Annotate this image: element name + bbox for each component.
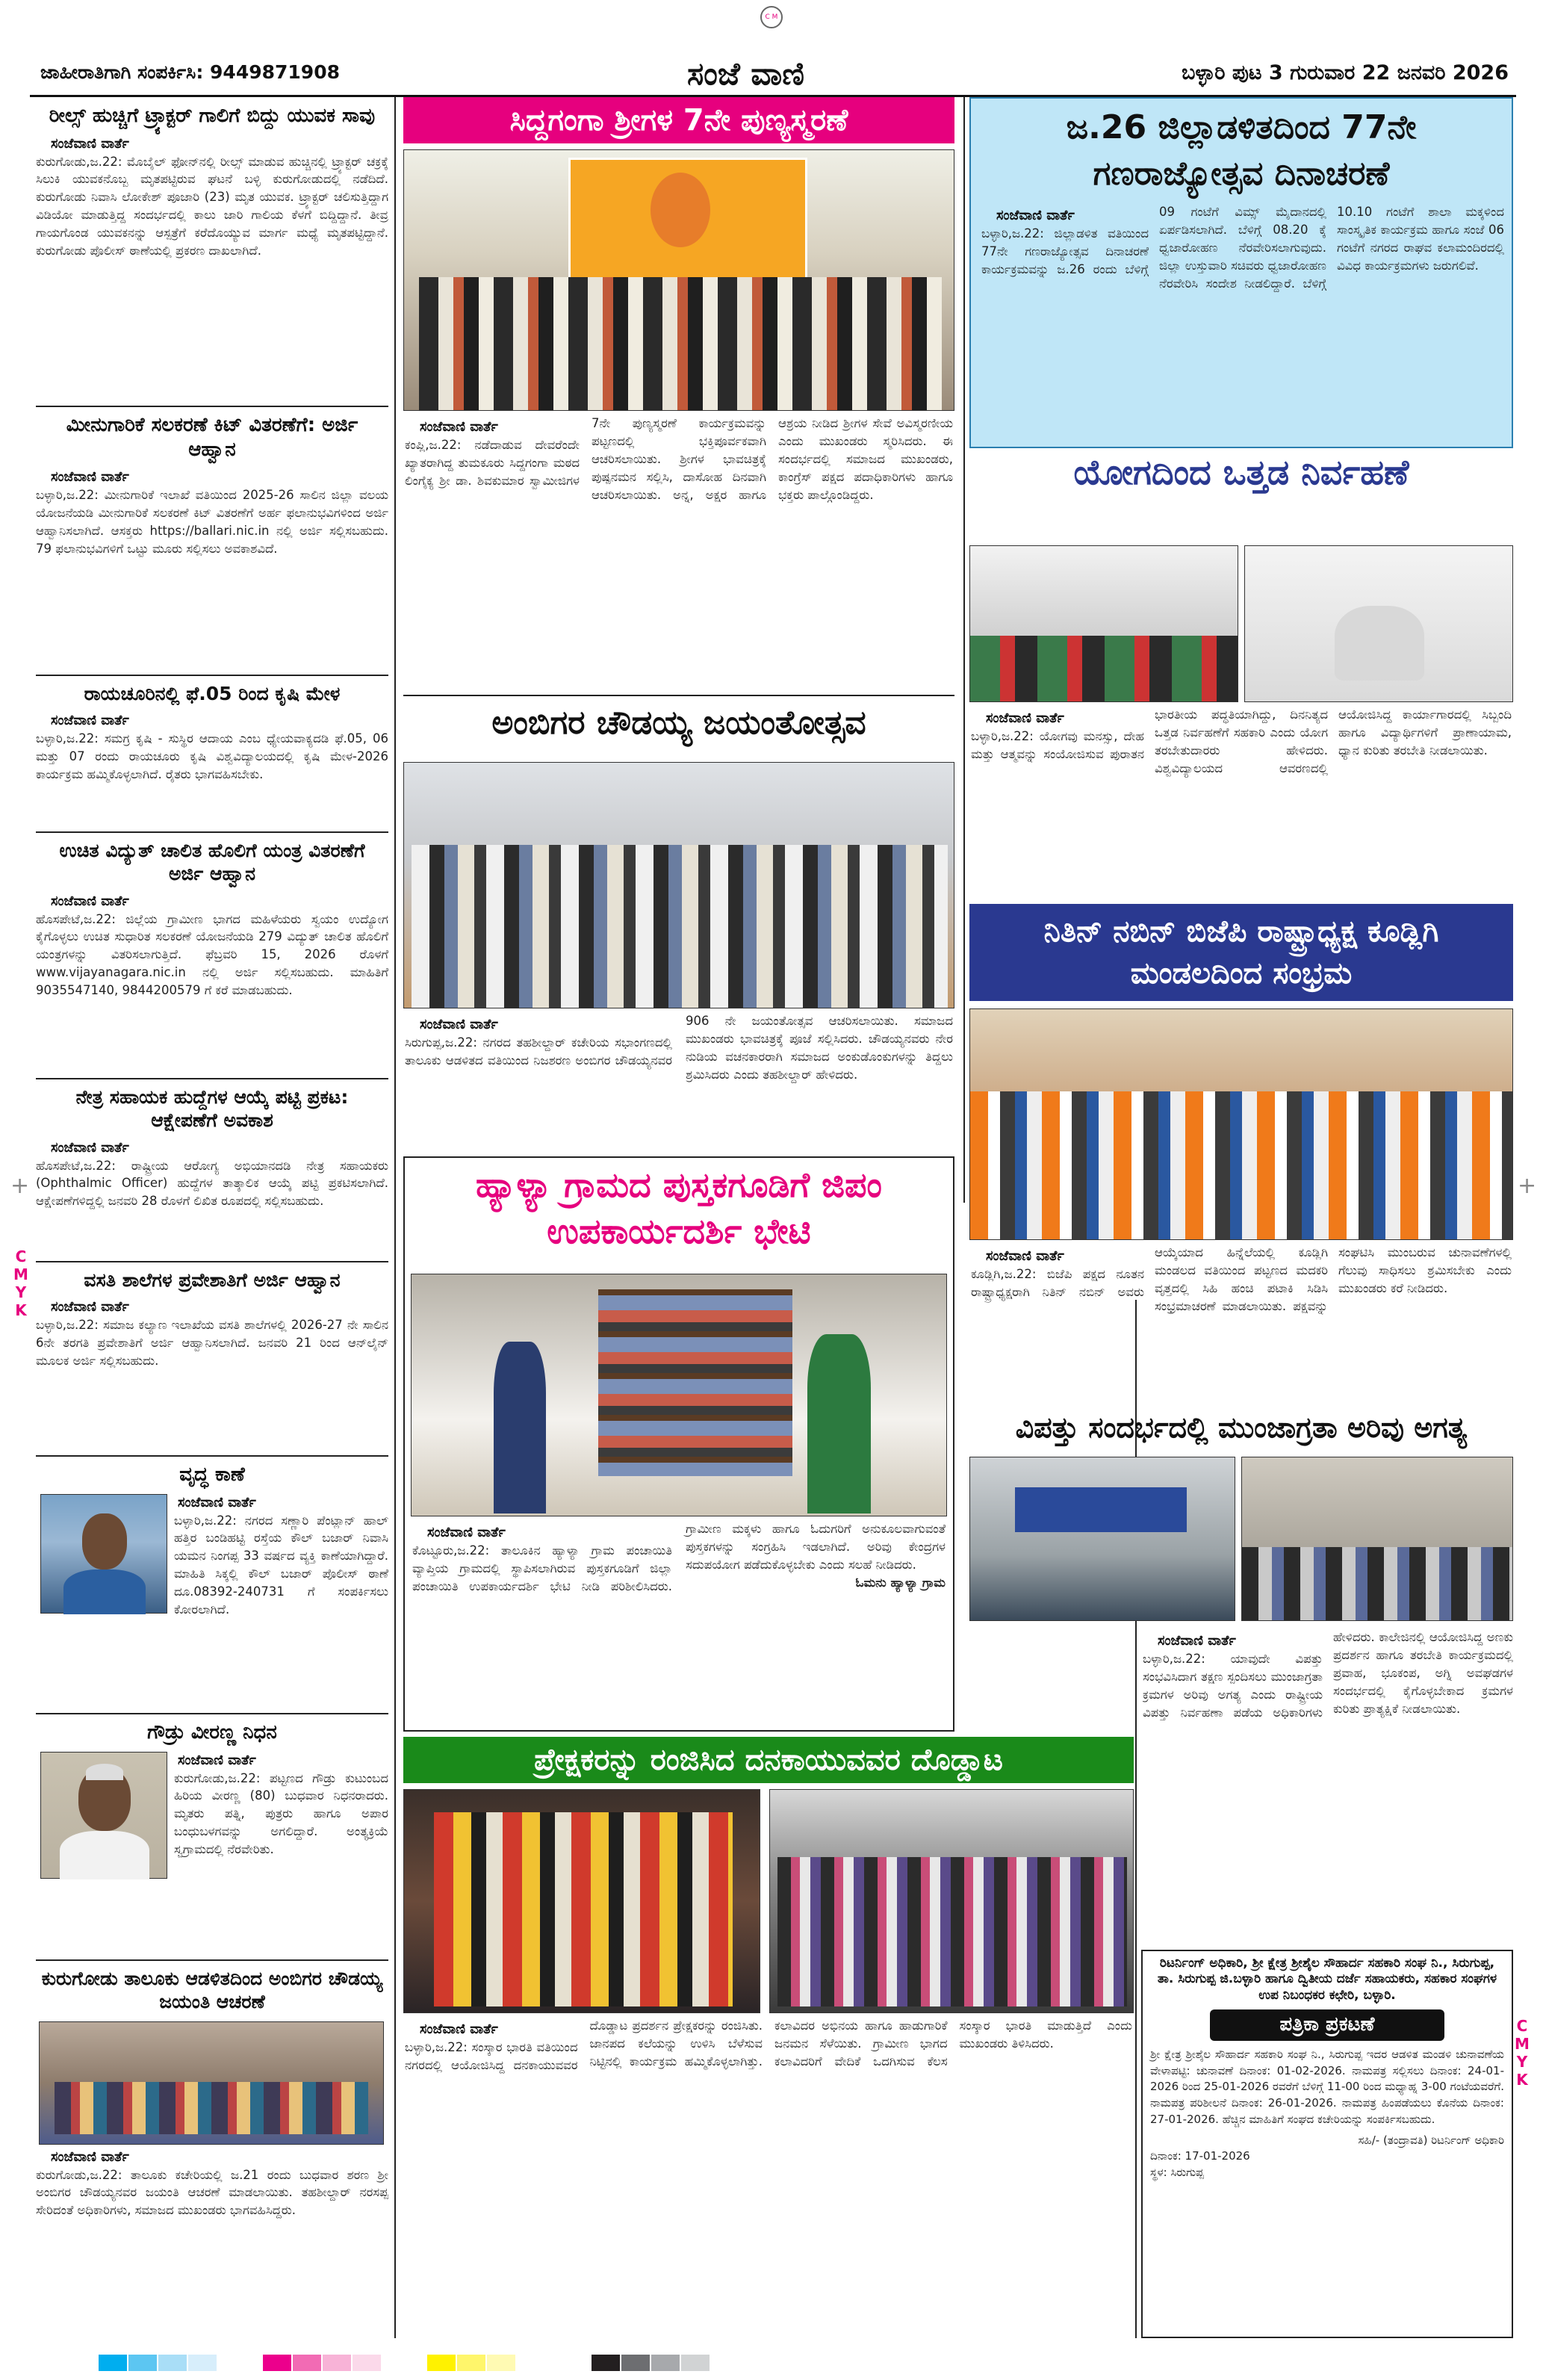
article-body: ಹೊಸಪೇಟೆ,ಜ.22: ಜಿಲ್ಲೆಯ ಗ್ರಾಮೀಣ ಭಾಗದ ಮಹಿಳೆಯರು ಸ್ವಯಂ ಉದ್ಯೋಗ ಕೈಗೊಳ್ಳಲು ಉಚಿತ ಸುಧಾರಿತ ಸಲಕರಣೆ ಯೋಜನೆಯಡಿ 279 ವಿದ್ಯುತ್ ಚಾಲಿತ ಹೊಲಿಗೆ ಯಂತ್ರಗಳನ್ನು ವಿತರಿಸಲಾಗುತ್ತಿದೆ. ಫೆಬ್ರವರಿ 15, 2026 ರೊಳಗೆ www.vijayanagara.nic.in ನಲ್ಲಿ ಅರ್ಜಿ ಸಲ್ಲಿಸಬಹುದು. ಮಾಹಿತಿಗೆ 9035547140, 9844200579 ಗೆ ಕರೆ ಮಾಡಬಹುದು.: [36, 911, 388, 998]
library-photo: [411, 1274, 947, 1516]
notice-heading: ಪತ್ರಿಕಾ ಪ್ರಕಟಣೆ: [1210, 2009, 1444, 2041]
ambigara-text: ಸಂಜೆವಾಣಿ ವಾರ್ತೆ ಸಿರುಗುಪ್ಪ,ಜ.22: ನಗರದ ತಹಶೀಲ್ದಾರ್ ಕಚೇರಿಯ ಸಭಾಂಗಣದಲ್ಲಿ ತಾಲೂಕು ಆಡಳಿತದ ವತಿಯಿಂದ ನಿಜಶರಣ ಅಂಬಿಗರ ಚೌಡಯ್ಯನವರ 906 ನೇ ಜಯಂತೋತ್ಸವ ಆಚರಿಸಲಾಯಿತು. ಸಮಾಜದ ಮುಖಂಡರು ಭಾವಚಿತ್ರಕ್ಕೆ ಪೂಜೆ ಸಲ್ಲಿಸಿದರು. ಚೌಡಯ್ಯನವರು ನೇರ ನುಡಿಯ ವಚನಕಾರರಾಗಿ ಸಮಾಜದ ಅಂಕುಡೊಂಕುಗಳನ್ನು ತಿದ್ದಲು ಶ್ರಮಿಸಿದರು ಎಂದು ತಹಶೀಲ್ದಾರ್ ಹೇಳಿದರು.: [405, 1012, 953, 1150]
headline: ವೃದ್ಧ ಕಾಣೆ: [179, 1463, 245, 1486]
headline: ರಾಯಚೂರಿನಲ್ಲಿ ಫೆ.05 ರಿಂದ ಕೃಷಿ ಮೇಳ: [84, 683, 341, 704]
ambigara-photo: [403, 762, 954, 1008]
article-ophthalmic-list: ನೇತ್ರ ಸಹಾಯಕ ಹುದ್ದೆಗಳ ಆಯ್ಕೆ ಪಟ್ಟಿ ಪ್ರಕಟ: ಆಕ್ಷೇಪಣೆಗೆ ಅವಕಾಶ ಸಂಜೆವಾಣಿ ವಾರ್ತೆ ಹೊಸಪೇಟೆ,ಜ.22: ರಾಷ್ಟ್ರೀಯ ಆರೋಗ್ಯ ಅಭಿಯಾನದಡಿ ನೇತ್ರ ಸಹಾಯಕರು (Ophthalmic Officer) ಹುದ್ದೆಗಳ ತಾತ್ಕಾಲಿಕ ಆಯ್ಕೆ ಪಟ್ಟಿ ಪ್ರಕಟಿಸಲಾಗಿದೆ. ಆಕ್ಷೇಪಣೆಗಳಿದ್ದಲ್ಲಿ ಜನವರಿ 28 ರೊಳಗೆ ಲಿಖಿತ ರೂಪದಲ್ಲಿ ಸಲ್ಲಿಸಬಹುದು.: [36, 1079, 388, 1262]
headline: ವಸತಿ ಶಾಲೆಗಳ ಪ್ರವೇಶಾತಿಗೆ ಅರ್ಜಿ ಆಹ್ವಾನ: [84, 1269, 341, 1291]
doddata-text: ಸಂಜೆವಾಣಿ ವಾರ್ತೆ ಬಳ್ಳಾರಿ,ಜ.22: ಸಂಸ್ಕಾರ ಭಾರತಿ ವತಿಯಿಂದ ನಗರದಲ್ಲಿ ಆಯೋಜಿಸಿದ್ದ ದನಕಾಯುವವರ ದೊಡ್ಡಾಟ ಪ್ರದರ್ಶನ ಪ್ರೇಕ್ಷಕರನ್ನು ರಂಜಿಸಿತು. ಜಾನಪದ ಕಲೆಯನ್ನು ಉಳಿಸಿ ಬೆಳೆಸುವ ನಿಟ್ಟಿನಲ್ಲಿ ಕಾರ್ಯಕ್ರಮ ಹಮ್ಮಿಕೊಳ್ಳಲಾಗಿತ್ತು. ಕಲಾವಿದರ ಅಭಿನಯ ಹಾಗೂ ಹಾಡುಗಾರಿಕೆ ಜನಮನ ಸೆಳೆಯಿತು. ಗ್ರಾಮೀಣ ಭಾಗದ ಕಲಾವಿದರಿಗೆ ವೇದಿಕೆ ಒದಗಿಸುವ ಕೆಲಸ ಸಂಸ್ಕಾರ ಭಾರತಿ ಮಾಡುತ್ತಿದೆ ಎಂದು ಮುಖಂಡರು ತಿಳಿಸಿದರು.: [405, 2017, 1132, 2338]
article-sewing-machine: ಉಚಿತ ವಿದ್ಯುತ್ ಚಾಲಿತ ಹೊಲಿಗೆ ಯಂತ್ರ ವಿತರಣೆಗೆ ಅರ್ಜಿ ಆಹ್ವಾನ ಸಂಜೆವಾಣಿ ವಾರ್ತೆ ಹೊಸಪೇಟೆ,ಜ.22: ಜಿಲ್ಲೆಯ ಗ್ರಾಮೀಣ ಭಾಗದ ಮಹಿಳೆಯರು ಸ್ವಯಂ ಉದ್ಯೋಗ ಕೈಗೊಳ್ಳಲು ಉಚಿತ ಸುಧಾರಿತ ಸಲಕರಣೆ ಯೋಜನೆಯಡಿ 279 ವಿದ್ಯುತ್ ಚಾಲಿತ ಹೊಲಿಗೆ ಯಂತ್ರಗಳನ್ನು ವಿತರಿಸಲಾಗುತ್ತಿದೆ. ಫೆಬ್ರವರಿ 15, 2026 ರೊಳಗೆ www.vijayanagara.nic.in ನಲ್ಲಿ ಅರ್ಜಿ ಸಲ್ಲಿಸಬಹುದು. ಮಾಹಿತಿಗೆ 9035547140, 9844200579 ಗೆ ಕರೆ ಮಾಡಬಹುದು.: [36, 833, 388, 1079]
article-body: ಬಳ್ಳಾರಿ,ಜ.22: ಮೀನುಗಾರಿಕೆ ಇಲಾಖೆ ವತಿಯಿಂದ 2025-26 ಸಾಲಿನ ಜಿಲ್ಲಾ ವಲಯ ಯೋಜನೆಯಡಿ ಮೀನುಗಾರಿಕೆ ಸಲಕರಣೆ ಕಿಟ್ ವಿತರಣೆಗೆ ಅರ್ಹ ಫಲಾನುಭವಿಗಳಿಂದ ಅರ್ಜಿ ಆಹ್ವಾನಿಸಲಾಗಿದೆ. ಆಸಕ್ತರು https://ballari.nic.in ನಲ್ಲಿ ಅರ್ಜಿ ಸಲ್ಲಿಸಬಹುದು. 79 ಫಲಾನುಭವಿಗಳಿಗೆ ಒಟ್ಟು ಮೂರು ಸಲ್ಲಿಸಲು ಅವಕಾಶವಿದೆ.: [36, 488, 388, 556]
article-body: ಬಳ್ಳಾರಿ,ಜ.22: ಸಮಗ್ರ ಕೃಷಿ - ಸುಸ್ಥಿರ ಆದಾಯ ಎಂಬ ಧ್ಯೇಯವಾಕ್ಯದಡಿ ಫೆ.05, 06 ಮತ್ತು 07 ರಂದು ರಾಯಚೂರು ಕೃಷಿ ವಿಶ್ವವಿದ್ಯಾಲಯದಲ್ಲಿ ಕೃಷಿ ಮೇಳ-2026 ಕಾರ್ಯಕ್ರಮ ಹಮ್ಮಿಕೊಳ್ಳಲಾಗಿದೆ. ರೈತರು ಭಾಗವಹಿಸಬೇಕು.: [36, 731, 388, 782]
yoga-headline: ಯೋಗದಿಂದ ಒತ್ತಡ ನಿರ್ವಹಣೆ: [1073, 452, 1409, 492]
doddata-photo-1: [403, 1789, 760, 2013]
disaster-photo-2: [1241, 1457, 1513, 1621]
siddaganga-photo: [403, 149, 954, 411]
republic-day-box: ಜ.26 ಜಿಲ್ಲಾಡಳಿತದಿಂದ 77ನೇ ಗಣರಾಜ್ಯೋತ್ಸವ ದಿನಾಚರಣೆ ಸಂಜೆವಾಣಿ ವಾರ್ತೆ ಬಳ್ಳಾರಿ,ಜ.22: ಜಿಲ್ಲಾಡಳಿತ ವತಿಯಿಂದ 77ನೇ ಗಣರಾಜ್ಯೋತ್ಸವ ದಿನಾಚರಣೆ ಕಾರ್ಯಕ್ರಮವನ್ನು ಜ.26 ರಂದು ಬೆಳಿಗ್ಗೆ 09 ಗಂಟೆಗೆ ವಿಮ್ಸ್ ಮೈದಾನದಲ್ಲಿ ಏರ್ಪಡಿಸಲಾಗಿದೆ. ಬೆಳಿಗ್ಗೆ 08.20 ಕ್ಕೆ ಧ್ವಜಾರೋಹಣ ನೆರವೇರಿಸಲಾಗುವುದು. ಜಿಲ್ಲಾ ಉಸ್ತುವಾರಿ ಸಚಿವರು ಧ್ವಜಾರೋಹಣ ನೆರವೇರಿಸಿ ಸಂದೇಶ ನೀಡಲಿದ್ದಾರೆ. ಬೆಳಿಗ್ಗೆ 10.10 ಗಂಟೆಗೆ ಶಾಲಾ ಮಕ್ಕಳಿಂದ ಸಾಂಸ್ಕೃತಿಕ ಕಾರ್ಯಕ್ರಮ ಹಾಗೂ ಸಂಜೆ 06 ಗಂಟೆಗೆ ನಗರದ ರಾಘವ ಕಲಾಮಂದಿರದಲ್ಲಿ ವಿವಿಧ ಕಾರ್ಯಕ್ರಮಗಳು ಜರುಗಲಿವೆ.: [969, 97, 1513, 448]
article-body: ಹೊಸಪೇಟೆ,ಜ.22: ರಾಷ್ಟ್ರೀಯ ಆರೋಗ್ಯ ಅಭಿಯಾನದಡಿ ನೇತ್ರ ಸಹಾಯಕರು (Ophthalmic Officer) ಹುದ್ದೆಗಳ ತಾತ್ಕಾಲಿಕ ಆಯ್ಕೆ ಪಟ್ಟಿ ಪ್ರಕಟಿಸಲಾಗಿದೆ. ಆಕ್ಷೇಪಣೆಗಳಿದ್ದಲ್ಲಿ ಜನವರಿ 28 ರೊಳಗೆ ಲಿಖಿತ ರೂಪದಲ್ಲಿ ಸಲ್ಲಿಸಬಹುದು.: [36, 1158, 388, 1209]
article-body: ಕುರುಗೋಡು,ಜ.22: ಪಟ್ಟಣದ ಗೌಡ್ರು ಕುಟುಂಬದ ಹಿರಿಯ ವೀರಣ್ಣ (80) ಬುಧವಾರ ನಿಧನರಾದರು. ಮೃತರು ಪತ್ನಿ, ಪುತ್ರರು ಹಾಗೂ ಅಪಾರ ಬಂಧುಬಳಗವನ್ನು ಅಗಲಿದ್ದಾರೆ. ಅಂತ್ಯಕ್ರಿಯೆ ಸ್ವಗ್ರಾಮದಲ್ಲಿ ನೆರವೇರಿತು.: [174, 1770, 388, 1857]
article-body: ಬಳ್ಳಾರಿ,ಜ.22: ಸಮಾಜ ಕಲ್ಯಾಣ ಇಲಾಖೆಯ ವಸತಿ ಶಾಲೆಗಳಲ್ಲಿ 2026-27 ನೇ ಸಾಲಿನ 6ನೇ ತರಗತಿ ಪ್ರವೇಶಾತಿಗೆ ಅರ್ಜಿ ಆಹ್ವಾನಿಸಲಾಗಿದೆ. ಜನವರಿ 21 ರಿಂದ ಆನ್‌ಲೈನ್ ಮೂಲಕ ಅರ್ಜಿ ಸಲ್ಲಿಸಬಹುದು.: [36, 1318, 388, 1369]
disaster-text: ಸಂಜೆವಾಣಿ ವಾರ್ತೆ ಬಳ್ಳಾರಿ,ಜ.22: ಯಾವುದೇ ವಿಪತ್ತು ಸಂಭವಿಸಿದಾಗ ತಕ್ಷಣ ಸ್ಪಂದಿಸಲು ಮುಂಜಾಗ್ರತಾ ಕ್ರಮಗಳ ಅರಿವು ಅಗತ್ಯ ಎಂದು ರಾಷ್ಟ್ರೀಯ ವಿಪತ್ತು ನಿರ್ವಹಣಾ ಪಡೆಯ ಅಧಿಕಾರಿಗಳು ಹೇಳಿದರು. ಕಾಲೇಜಿನಲ್ಲಿ ಆಯೋಜಿಸಿದ್ದ ಅಣಕು ಪ್ರದರ್ಶನ ಹಾಗೂ ತರಬೇತಿ ಕಾರ್ಯಕ್ರಮದಲ್ಲಿ ಪ್ರವಾಹ, ಭೂಕಂಪ, ಅಗ್ನಿ ಅವಘಡಗಳ ಸಂದರ್ಭದಲ್ಲಿ ಕೈಗೊಳ್ಳಬೇಕಾದ ಕ್ರಮಗಳ ಕುರಿತು ಪ್ರಾತ್ಯಕ್ಷಿಕೆ ನೀಡಲಾಯಿತು.: [1143, 1628, 1513, 1931]
notice-body: ಶ್ರೀ ಕ್ಷೇತ್ರ ಶ್ರೀಶೈಲ ಸೌಹಾರ್ದ ಸಹಕಾರಿ ಸಂಘ ನಿ., ಸಿರುಗುಪ್ಪ ಇದರ ಆಡಳಿತ ಮಂಡಳಿ ಚುನಾವಣೆಯ ವೇಳಾಪಟ್ಟಿ: ಚುನಾವಣೆ ದಿನಾಂಕ: 01-02-2026. ನಾಮಪತ್ರ ಸಲ್ಲಿಸಲು ದಿನಾಂಕ: 24-01-2026 ರಿಂದ 25-01-2026 ರವರೆಗೆ ಬೆಳಿಗ್ಗೆ 11-00 ರಿಂದ ಮಧ್ಯಾಹ್ನ 3-00 ಗಂಟೆಯವರೆಗೆ. ನಾಮಪತ್ರ ಪರಿಶೀಲನೆ ದಿನಾಂಕ: 26-01-2026. ನಾಮಪತ್ರ ಹಿಂಪಡೆಯಲು ಕೊನೆಯ ದಿನಾಂಕ: 27-01-2026. ಹೆಚ್ಚಿನ ಮಾಹಿತಿಗೆ ಸಂಘದ ಕಚೇರಿಯನ್ನು ಸಂಪರ್ಕಿಸಬಹುದು.: [1150, 2047, 1504, 2126]
article-krishi-mela: ರಾಯಚೂರಿನಲ್ಲಿ ಫೆ.05 ರಿಂದ ಕೃಷಿ ಮೇಳ ಸಂಜೆವಾಣಿ ವಾರ್ತೆ ಬಳ್ಳಾರಿ,ಜ.22: ಸಮಗ್ರ ಕೃಷಿ - ಸುಸ್ಥಿರ ಆದಾಯ ಎಂಬ ಧ್ಯೇಯವಾಕ್ಯದಡಿ ಫೆ.05, 06 ಮತ್ತು 07 ರಂದು ರಾಯಚೂರು ಕೃಷಿ ವಿಶ್ವವಿದ್ಯಾಲಯದಲ್ಲಿ ಕೃಷಿ ಮೇಳ-2026 ಕಾರ್ಯಕ್ರಮ ಹಮ್ಮಿಕೊಳ್ಳಲಾಗಿದೆ. ರೈತರು ಭಾಗವಹಿಸಬೇಕು.: [36, 676, 388, 833]
headline: ಉಚಿತ ವಿದ್ಯುತ್ ಚಾಲಿತ ಹೊಲಿಗೆ ಯಂತ್ರ ವಿತರಣೆಗೆ ಅರ್ಜಿ ಆಹ್ವಾನ: [59, 840, 365, 885]
headline: ರೀಲ್ಸ್ ಹುಚ್ಚಿಗೆ ಟ್ರ್ಯಾಕ್ಟರ್ ಗಾಲಿಗೆ ಬಿದ್ದು ಯುವಕ ಸಾವು: [49, 105, 376, 127]
library-text: ಸಂಜೆವಾಣಿ ವಾರ್ತೆ ಕೊಟ್ಟೂರು,ಜ.22: ತಾಲೂಕಿನ ಹ್ಯಾಳ್ಯಾ ಗ್ರಾಮ ಪಂಚಾಯಿತಿ ವ್ಯಾಪ್ತಿಯ ಗ್ರಾಮದಲ್ಲಿ ಸ್ಥಾಪಿಸಲಾಗಿರುವ ಪುಸ್ತಕಗೂಡಿಗೆ ಜಿಲ್ಲಾ ಪಂಚಾಯಿತಿ ಉಪಕಾರ್ಯದರ್ಶಿ ಭೇಟಿ ನೀಡಿ ಪರಿಶೀಲಿಸಿದರು. ಗ್ರಾಮೀಣ ಮಕ್ಕಳು ಹಾಗೂ ಓದುಗರಿಗೆ ಅನುಕೂಲವಾಗುವಂತೆ ಪುಸ್ತಕಗಳನ್ನು ಸಂಗ್ರಹಿಸಿ ಇಡಲಾಗಿದೆ. ಅರಿವು ಕೇಂದ್ರಗಳ ಸದುಪಯೋಗ ಪಡೆದುಕೊಳ್ಳಬೇಕು ಎಂದು ಸಲಹೆ ನೀಡಿದರು. ಓಮನು ಹ್ಯಾಳ್ಯಾ ಗ್ರಾಮ: [412, 1520, 946, 1726]
article-body: ಬಳ್ಳಾರಿ,ಜ.22: ಯೋಗವು ಮನಸ್ಸು, ದೇಹ ಮತ್ತು ಆತ್ಮವನ್ನು ಸಂಯೋಜಿಸುವ ಪುರಾತನ ಭಾರತೀಯ ಪದ್ಧತಿಯಾಗಿದ್ದು, ದಿನನಿತ್ಯದ ಒತ್ತಡ ನಿರ್ವಹಣೆಗೆ ಸಹಕಾರಿ ಎಂದು ಯೋಗ ತರಬೇತುದಾರರು ಹೇಳಿದರು. ವಿಶ್ವವಿದ್ಯಾಲಯದ ಆವರಣದಲ್ಲಿ ಆಯೋಜಿಸಿದ್ದ ಕಾರ್ಯಾಗಾರದಲ್ಲಿ ಸಿಬ್ಬಂದಿ ಹಾಗೂ ವಿದ್ಯಾರ್ಥಿಗಳಿಗೆ ಪ್ರಾಣಾಯಾಮ, ಧ್ಯಾನ ಕುರಿತು ತರಬೇತಿ ನೀಡಲಾಯಿತು.: [971, 707, 1512, 775]
notice-org: ರಿಟರ್ನಿಂಗ್ ಅಧಿಕಾರಿ, ಶ್ರೀ ಕ್ಷೇತ್ರ ಶ್ರೀಶೈಲ ಸೌಹಾರ್ದ ಸಹಕಾರಿ ಸಂಘ ನಿ., ಸಿರುಗುಪ್ಪ, ತಾ. ಸಿರುಗುಪ್ಪ ಜಿ.ಬಳ್ಳಾರಿ ಹಾಗೂ ದ್ವಿತೀಯ ದರ್ಜೆ ಸಹಾಯಕರು, ಸಹಕಾರ ಸಂಘಗಳ ಉಪ ನಿಬಂಧಕರ ಕಛೇರಿ, ಬಳ್ಳಾರಿ.: [1157, 1956, 1497, 2003]
missing-person-photo: [40, 1494, 167, 1614]
ad-contact: ಜಾಹೀರಾತಿಗಾಗಿ ಸಂಪರ್ಕಿಸಿ: 9449871908: [40, 61, 340, 83]
article-kurugodu-jayanti: ಕುರುಗೋಡು ತಾಲೂಕು ಆಡಳಿತದಿಂದ ಅಂಬಿಗರ ಚೌಡಯ್ಯ ಜಯಂತಿ ಆಚರಣೆ ಸಂಜೆವಾಣಿ ವಾರ್ತೆ ಕುರುಗೋಡು,ಜ.22: ತಾಲೂಕು ಕಚೇರಿಯಲ್ಲಿ ಜ.21 ರಂದು ಬುಧವಾರ ಶರಣ ಶ್ರೀ ಅಂಬಿಗರ ಚೌಡಯ್ಯನವರ ಜಯಂತಿ ಆಚರಣೆ ಮಾಡಲಾಯಿತು. ತಹಶೀಲ್ದಾರ್ ನರಸಪ್ಪ ಸೇರಿದಂತೆ ಅಧಿಕಾರಿಗಳು, ಸಮಾಜದ ಮುಖಂಡರು ಭಾಗವಹಿಸಿದ್ದರು.: [36, 1961, 388, 2342]
siddaganga-banner: ಸಿದ್ದಗಂಗಾ ಶ್ರೀಗಳ 7ನೇ ಪುಣ್ಯಸ್ಮರಣೆ: [403, 97, 954, 143]
bjp-text: ಸಂಜೆವಾಣಿ ವಾರ್ತೆ ಕೂಡ್ಲಿಗಿ,ಜ.22: ಬಿಜೆಪಿ ಪಕ್ಷದ ನೂತನ ರಾಷ್ಟ್ರಾಧ್ಯಕ್ಷರಾಗಿ ನಿತಿನ್ ನಬಿನ್ ಅವರು ಆಯ್ಕೆಯಾದ ಹಿನ್ನೆಲೆಯಲ್ಲಿ ಕೂಡ್ಲಿಗಿ ಮಂಡಲದ ವತಿಯಿಂದ ಪಟ್ಟಣದ ಮದಕರಿ ವೃತ್ತದಲ್ಲಿ ಸಿಹಿ ಹಂಚಿ ಪಟಾಕಿ ಸಿಡಿಸಿ ಸಂಭ್ರಮಾಚರಣೆ ಮಾಡಲಾಯಿತು. ಪಕ್ಷವನ್ನು ಸಂಘಟಿಸಿ ಮುಂಬರುವ ಚುನಾವಣೆಗಳಲ್ಲಿ ಗೆಲುವು ಸಾಧಿಸಲು ಶ್ರಮಿಸಬೇಕು ಎಂದು ಮುಖಂಡರು ಕರೆ ನೀಡಿದರು.: [971, 1244, 1512, 1401]
doddata-photo-2: [769, 1789, 1134, 2013]
doddata-banner: ಪ್ರೇಕ್ಷಕರನ್ನು ರಂಜಿಸಿದ ದನಕಾಯುವವರ ದೊಡ್ಡಾಟ: [403, 1737, 1134, 1783]
notice-signature: ಸಹಿ/- (ತಂದ್ರಾವತಿ) ರಿಟರ್ನಿಂಗ್ ಅಧಿಕಾರಿ: [1358, 2133, 1504, 2147]
cmyk-left-mark: CMYK: [12, 1248, 30, 1319]
article-body: ಕೊಟ್ಟೂರು,ಜ.22: ತಾಲೂಕಿನ ಹ್ಯಾಳ್ಯಾ ಗ್ರಾಮ ಪಂಚಾಯಿತಿ ವ್ಯಾಪ್ತಿಯ ಗ್ರಾಮದಲ್ಲಿ ಸ್ಥಾಪಿಸಲಾಗಿರುವ ಪುಸ್ತಕಗೂಡಿಗೆ ಜಿಲ್ಲಾ ಪಂಚಾಯಿತಿ ಉಪಕಾರ್ಯದರ್ಶಿ ಭೇಟಿ ನೀಡಿ ಪರಿಶೀಲಿಸಿದರು. ಗ್ರಾಮೀಣ ಮಕ್ಕಳು ಹಾಗೂ ಓದುಗರಿಗೆ ಅನುಕೂಲವಾಗುವಂತೆ ಪುಸ್ತಕಗಳನ್ನು ಸಂಗ್ರಹಿಸಿ ಇಡಲಾಗಿದೆ. ಅರಿವು ಕೇಂದ್ರಗಳ ಸದುಪಯೋಗ ಪಡೆದುಕೊಳ್ಳಬೇಕು ಎಂದು ಸಲಹೆ ನೀಡಿದರು.: [412, 1522, 946, 1593]
article-body: ಕುರುಗೋಡು,ಜ.22: ಮೊಬೈಲ್ ಫೋನ್‌ನಲ್ಲಿ ರೀಲ್ಸ್ ಮಾಡುವ ಹುಚ್ಚಿನಲ್ಲಿ ಟ್ರ್ಯಾಕ್ಟರ್ ಚಕ್ರಕ್ಕೆ ಸಿಲುಕಿ ಯುವಕನೊಬ್ಬ ಮೃತಪಟ್ಟಿರುವ ಘಟನೆ ಬಳ್ಳಿ ಕುರುಗೋಡುದಲ್ಲಿ ನಡೆದಿದೆ. ಕುರುಗೋಡು ನಿವಾಸಿ ಲೋಕೇಶ್ ಪೂಜಾರಿ (23) ಮೃತ ಯುವಕ. ಟ್ರ್ಯಾಕ್ಟರ್ ಚಲಿಸುತ್ತಿದ್ದಾಗ ವಿಡಿಯೋ ಮಾಡುತ್ತಿದ್ದ ಸಂದರ್ಭದಲ್ಲಿ ಕಾಲು ಜಾರಿ ಗಾಲಿಯ ಕೆಳಗೆ ಬಿದ್ದಿದ್ದಾನೆ. ತೀವ್ರ ಗಾಯಗೊಂಡ ಯುವಕನನ್ನು ಆಸ್ಪತ್ರೆಗೆ ಕರೆದೊಯ್ಯುವ ಮಾರ್ಗ ಮಧ್ಯೆ ಮೃತಪಟ್ಟಿದ್ದಾನೆ. ಕುರುಗೋಡು ಪೊಲೀಸ್ ಠಾಣೆಯಲ್ಲಿ ಪ್ರಕರಣ ದಾಖಲಾಗಿದೆ.: [36, 154, 388, 258]
article-body: ಬಳ್ಳಾರಿ,ಜ.22: ಜಿಲ್ಲಾಡಳಿತ ವತಿಯಿಂದ 77ನೇ ಗಣರಾಜ್ಯೋತ್ಸವ ದಿನಾಚರಣೆ ಕಾರ್ಯಕ್ರಮವನ್ನು ಜ.26 ರಂದು ಬೆಳಿಗ್ಗೆ 09 ಗಂಟೆಗೆ ವಿಮ್ಸ್ ಮೈದಾನದಲ್ಲಿ ಏರ್ಪಡಿಸಲಾಗಿದೆ. ಬೆಳಿಗ್ಗೆ 08.20 ಕ್ಕೆ ಧ್ವಜಾರೋಹಣ ನೆರವೇರಿಸಲಾಗುವುದು. ಜಿಲ್ಲಾ ಉಸ್ತುವಾರಿ ಸಚಿವರು ಧ್ವಜಾರೋಹಣ ನೆರವೇರಿಸಿ ಸಂದೇಶ ನೀಡಲಿದ್ದಾರೆ. ಬೆಳಿಗ್ಗೆ 10.10 ಗಂಟೆಗೆ ಶಾಲಾ ಮಕ್ಕಳಿಂದ ಸಾಂಸ್ಕೃತಿಕ ಕಾರ್ಯಕ್ರಮ ಹಾಗೂ ಸಂಜೆ 06 ಗಂಟೆಗೆ ನಗರದ ರಾಘವ ಕಲಾಮಂದಿರದಲ್ಲಿ ವಿವಿಧ ಕಾರ್ಯಕ್ರಮಗಳು ಜರುಗಲಿವೆ.: [981, 205, 1504, 291]
article-signature: ಓಮನು ಹ್ಯಾಳ್ಯಾ ಗ್ರಾಮ: [855, 1575, 946, 1590]
cmyk-right-mark: CMYK: [1513, 2017, 1531, 2089]
yoga-photo-2: [1244, 545, 1513, 702]
headline: ಮೀನುಗಾರಿಕೆ ಸಲಕರಣೆ ಕಿಟ್ ವಿತರಣೆಗೆ: ಅರ್ಜಿ ಆಹ್ವಾನ: [66, 414, 358, 461]
article-body: ಬಳ್ಳಾರಿ,ಜ.22: ನಗರದ ಸಣ್ಣಾರಿ ಪೆಂಟ್ಲಾನ್ ಹಾಲ್ ಹತ್ತಿರ ಬಂಡಿಹಟ್ಟಿ ರಸ್ತೆಯ ಕೌಲ್ ಬಜಾರ್ ನಿವಾಸಿ ಯಮನ ನಿಂಗಪ್ಪ 33 ವರ್ಷದ ವ್ಯಕ್ತಿ ಕಾಣೆಯಾಗಿದ್ದಾರೆ. ಮಾಹಿತಿ ಸಿಕ್ಕಲ್ಲಿ ಕೌಲ್ ಬಜಾರ್ ಪೊಲೀಸ್ ಠಾಣೆ ದೂ.08392-240731 ಗೆ ಸಂಪರ್ಕಿಸಲು ಕೋರಲಾಗಿದೆ.: [174, 1513, 388, 1617]
article-reels-accident: ರೀಲ್ಸ್ ಹುಚ್ಚಿಗೆ ಟ್ರ್ಯಾಕ್ಟರ್ ಗಾಲಿಗೆ ಬಿದ್ದು ಯುವಕ ಸಾವು ಸಂಜೆವಾಣಿ ವಾರ್ತೆ ಕುರುಗೋಡು,ಜ.22: ಮೊಬೈಲ್ ಫೋನ್‌ನಲ್ಲಿ ರೀಲ್ಸ್ ಮಾಡುವ ಹುಚ್ಚಿನಲ್ಲಿ ಟ್ರ್ಯಾಕ್ಟರ್ ಚಕ್ರಕ್ಕೆ ಸಿಲುಕಿ ಯುವಕನೊಬ್ಬ ಮೃತಪಟ್ಟಿರುವ ಘಟನೆ ಬಳ್ಳಿ ಕುರುಗೋಡುದಲ್ಲಿ ನಡೆದಿದೆ. ಕುರುಗೋಡು ನಿವಾಸಿ ಲೋಕೇಶ್ ಪೂಜಾರಿ (23) ಮೃತ ಯುವಕ. ಟ್ರ್ಯಾಕ್ಟರ್ ಚಲಿಸುತ್ತಿದ್ದಾಗ ವಿಡಿಯೋ ಮಾಡುತ್ತಿದ್ದ ಸಂದರ್ಭದಲ್ಲಿ ಕಾಲು ಜಾರಿ ಗಾಲಿಯ ಕೆಳಗೆ ಬಿದ್ದಿದ್ದಾನೆ. ತೀವ್ರ ಗಾಯಗೊಂಡ ಯುವಕನನ್ನು ಆಸ್ಪತ್ರೆಗೆ ಕರೆದೊಯ್ಯುವ ಮಾರ್ಗ ಮಧ್ಯೆ ಮೃತಪಟ್ಟಿದ್ದಾನೆ. ಕುರುಗೋಡು ಪೊಲೀಸ್ ಠಾಣೆಯಲ್ಲಿ ಪ್ರಕರಣ ದಾಖಲಾಗಿದೆ.: [36, 101, 388, 407]
article-body: ಬಳ್ಳಾರಿ,ಜ.22: ಯಾವುದೇ ವಿಪತ್ತು ಸಂಭವಿಸಿದಾಗ ತಕ್ಷಣ ಸ್ಪಂದಿಸಲು ಮುಂಜಾಗ್ರತಾ ಕ್ರಮಗಳ ಅರಿವು ಅಗತ್ಯ ಎಂದು ರಾಷ್ಟ್ರೀಯ ವಿಪತ್ತು ನಿರ್ವಹಣಾ ಪಡೆಯ ಅಧಿಕಾರಿಗಳು ಹೇಳಿದರು. ಕಾಲೇಜಿನಲ್ಲಿ ಆಯೋಜಿಸಿದ್ದ ಅಣಕು ಪ್ರದರ್ಶನ ಹಾಗೂ ತರಬೇತಿ ಕಾರ್ಯಕ್ರಮದಲ್ಲಿ ಪ್ರವಾಹ, ಭೂಕಂಪ, ಅಗ್ನಿ ಅವಘಡಗಳ ಸಂದರ್ಭದಲ್ಲಿ ಕೈಗೊಳ್ಳಬೇಕಾದ ಕ್ರಮಗಳ ಕುರಿತು ಪ್ರಾತ್ಯಕ್ಷಿಕೆ ನೀಡಲಾಯಿತು.: [1143, 1630, 1513, 1720]
headline: ಕುರುಗೋಡು ತಾಲೂಕು ಆಡಳಿತದಿಂದ ಅಂಬಿಗರ ಚೌಡಯ್ಯ ಜಯಂತಿ ಆಚರಣೆ: [41, 1968, 383, 2013]
bjp-photo: [969, 1008, 1513, 1240]
cmyk-top-mark: C M: [760, 6, 783, 28]
headline: ಜ.26 ಜಿಲ್ಲಾಡಳಿತದಿಂದ 77ನೇ ಗಣರಾಜ್ಯೋತ್ಸವ ದಿನಾಚರಣೆ: [1066, 108, 1417, 193]
article-body: ಬಳ್ಳಾರಿ,ಜ.22: ಸಂಸ್ಕಾರ ಭಾರತಿ ವತಿಯಿಂದ ನಗರದಲ್ಲಿ ಆಯೋಜಿಸಿದ್ದ ದನಕಾಯುವವರ ದೊಡ್ಡಾಟ ಪ್ರದರ್ಶನ ಪ್ರೇಕ್ಷಕರನ್ನು ರಂಜಿಸಿತು. ಜಾನಪದ ಕಲೆಯನ್ನು ಉಳಿಸಿ ಬೆಳೆಸುವ ನಿಟ್ಟಿನಲ್ಲಿ ಕಾರ್ಯಕ್ರಮ ಹಮ್ಮಿಕೊಳ್ಳಲಾಗಿತ್ತು. ಕಲಾವಿದರ ಅಭಿನಯ ಹಾಗೂ ಹಾಡುಗಾರಿಕೆ ಜನಮನ ಸೆಳೆಯಿತು. ಗ್ರಾಮೀಣ ಭಾಗದ ಕಲಾವಿದರಿಗೆ ವೇದಿಕೆ ಒದಗಿಸುವ ಕೆಲಸ ಸಂಸ್ಕಾರ ಭಾರತಿ ಮಾಡುತ್ತಿದೆ ಎಂದು ಮುಖಂಡರು ತಿಳಿಸಿದರು.: [405, 2018, 1132, 2072]
notice-date: ದಿನಾಂಕ: 17-01-2026: [1150, 2149, 1250, 2163]
headline: ಗೌಡ್ರು ವೀರಣ್ಣ ನಿಧನ: [147, 1721, 277, 1744]
masthead: ಸಂಜೆ ವಾಣಿ: [687, 55, 804, 92]
obituary-photo: [40, 1752, 167, 1879]
article-missing-person: ವೃದ್ಧ ಕಾಣೆ ಸಂಜೆವಾಣಿ ವಾರ್ತೆ ಬಳ್ಳಾರಿ,ಜ.22: ನಗರದ ಸಣ್ಣಾರಿ ಪೆಂಟ್ಲಾನ್ ಹಾಲ್ ಹತ್ತಿರ ಬಂಡಿಹಟ್ಟಿ ರಸ್ತೆಯ ಕೌಲ್ ಬಜಾರ್ ನಿವಾಸಿ ಯಮನ ನಿಂಗಪ್ಪ 33 ವರ್ಷದ ವ್ಯಕ್ತಿ ಕಾಣೆಯಾಗಿದ್ದಾರೆ. ಮಾಹಿತಿ ಸಿಕ್ಕಲ್ಲಿ ಕೌಲ್ ಬಜಾರ್ ಪೊಲೀಸ್ ಠಾಣೆ ದೂ.08392-240731 ಗೆ ಸಂಪರ್ಕಿಸಲು ಕೋರಲಾಗಿದೆ.: [36, 1457, 388, 1714]
article-body: ಕಂಪ್ಲಿ,ಜ.22: ನಡೆದಾಡುವ ದೇವರೆಂದೇ ಖ್ಯಾತರಾಗಿದ್ದ ತುಮಕೂರು ಸಿದ್ದಗಂಗಾ ಮಠದ ಲಿಂಗೈಕ್ಯ ಶ್ರೀ ಡಾ. ಶಿವಕುಮಾರ ಸ್ವಾಮೀಜಿಗಳ 7ನೇ ಪುಣ್ಯಸ್ಮರಣೆ ಕಾರ್ಯಕ್ರಮವನ್ನು ಪಟ್ಟಣದಲ್ಲಿ ಭಕ್ತಿಪೂರ್ವಕವಾಗಿ ಆಚರಿಸಲಾಯಿತು. ಶ್ರೀಗಳ ಭಾವಚಿತ್ರಕ್ಕೆ ಪುಷ್ಪನಮನ ಸಲ್ಲಿಸಿ, ದಾಸೋಹ ದಿನವಾಗಿ ಆಚರಿಸಲಾಯಿತು. ಅನ್ನ, ಅಕ್ಷರ ಹಾಗೂ ಆಶ್ರಯ ನೀಡಿದ ಶ್ರೀಗಳ ಸೇವೆ ಅವಿಸ್ಮರಣೀಯ ಎಂದು ಮುಖಂಡರು ಸ್ಮರಿಸಿದರು. ಈ ಸಂದರ್ಭದಲ್ಲಿ ಸಮಾಜದ ಮುಖಂಡರು, ಕಾಂಗ್ರೆಸ್ ಪಕ್ಷದ ಪದಾಧಿಕಾರಿಗಳು ಹಾಗೂ ಭಕ್ತರು ಪಾಲ್ಗೊಂಡಿದ್ದರು.: [405, 416, 953, 502]
notice-place: ಸ್ಥಳ: ಸಿರುಗುಪ್ಪ: [1150, 2166, 1204, 2179]
disaster-photo-1: [969, 1457, 1235, 1621]
bjp-banner: ನಿತಿನ್ ನಬಿನ್ ಬಿಜೆಪಿ ರಾಷ್ಟ್ರಾಧ್ಯಕ್ಷ ಕೂಡ್ಲಿಗಿ ಮಂಡಲದಿಂದ ಸಂಭ್ರಮ: [969, 904, 1513, 1001]
page-header: [30, 52, 1516, 97]
article-fisheries-kit: ಮೀನುಗಾರಿಕೆ ಸಲಕರಣೆ ಕಿಟ್ ವಿತರಣೆಗೆ: ಅರ್ಜಿ ಆಹ್ವಾನ ಸಂಜೆವಾಣಿ ವಾರ್ತೆ ಬಳ್ಳಾರಿ,ಜ.22: ಮೀನುಗಾರಿಕೆ ಇಲಾಖೆ ವತಿಯಿಂದ 2025-26 ಸಾಲಿನ ಜಿಲ್ಲಾ ವಲಯ ಯೋಜನೆಯಡಿ ಮೀನುಗಾರಿಕೆ ಸಲಕರಣೆ ಕಿಟ್ ವಿತರಣೆಗೆ ಅರ್ಹ ಫಲಾನುಭವಿಗಳಿಂದ ಅರ್ಜಿ ಆಹ್ವಾನಿಸಲಾಗಿದೆ. ಆಸಕ್ತರು https://ballari.nic.in ನಲ್ಲಿ ಅರ್ಜಿ ಸಲ್ಲಿಸಬಹುದು. 79 ಫಲಾನುಭವಿಗಳಿಗೆ ಒಟ್ಟು ಮೂರು ಸಲ್ಲಿಸಲು ಅವಕಾಶವಿದೆ.: [36, 407, 388, 676]
article-residential-school: ವಸತಿ ಶಾಲೆಗಳ ಪ್ರವೇಶಾತಿಗೆ ಅರ್ಜಿ ಆಹ್ವಾನ ಸಂಜೆವಾಣಿ ವಾರ್ತೆ ಬಳ್ಳಾರಿ,ಜ.22: ಸಮಾಜ ಕಲ್ಯಾಣ ಇಲಾಖೆಯ ವಸತಿ ಶಾಲೆಗಳಲ್ಲಿ 2026-27 ನೇ ಸಾಲಿನ 6ನೇ ತರಗತಿ ಪ್ರವೇಶಾತಿಗೆ ಅರ್ಜಿ ಆಹ್ವಾನಿಸಲಾಗಿದೆ. ಜನವರಿ 21 ರಿಂದ ಆನ್‌ಲೈನ್ ಮೂಲಕ ಅರ್ಜಿ ಸಲ್ಲಿಸಬಹುದು.: [36, 1262, 388, 1457]
article-obituary: ಗೌಡ್ರು ವೀರಣ್ಣ ನಿಧನ ಸಂಜೆವಾಣಿ ವಾರ್ತೆ ಕುರುಗೋಡು,ಜ.22: ಪಟ್ಟಣದ ಗೌಡ್ರು ಕುಟುಂಬದ ಹಿರಿಯ ವೀರಣ್ಣ (80) ಬುಧವಾರ ನಿಧನರಾದರು. ಮೃತರು ಪತ್ನಿ, ಪುತ್ರರು ಹಾಗೂ ಅಪಾರ ಬಂಧುಬಳಗವನ್ನು ಅಗಲಿದ್ದಾರೆ. ಅಂತ್ಯಕ್ರಿಯೆ ಸ್ವಗ್ರಾಮದಲ್ಲಿ ನೆರವೇರಿತು.: [36, 1714, 388, 1961]
left-column: [36, 101, 388, 2342]
headline: ನೇತ್ರ ಸಹಾಯಕ ಹುದ್ದೆಗಳ ಆಯ್ಕೆ ಪಟ್ಟಿ ಪ್ರಕಟ: ಆಕ್ಷೇಪಣೆಗೆ ಅವಕಾಶ: [75, 1086, 349, 1132]
date-line: ಬಳ್ಳಾರಿ ಪುಟ 3 ಗುರುವಾರ 22 ಜನವರಿ 2026: [1182, 61, 1509, 84]
siddaganga-text: ಸಂಜೆವಾಣಿ ವಾರ್ತೆ ಕಂಪ್ಲಿ,ಜ.22: ನಡೆದಾಡುವ ದೇವರೆಂದೇ ಖ್ಯಾತರಾಗಿದ್ದ ತುಮಕೂರು ಸಿದ್ದಗಂಗಾ ಮಠದ ಲಿಂಗೈಕ್ಯ ಶ್ರೀ ಡಾ. ಶಿವಕುಮಾರ ಸ್ವಾಮೀಜಿಗಳ 7ನೇ ಪುಣ್ಯಸ್ಮರಣೆ ಕಾರ್ಯಕ್ರಮವನ್ನು ಪಟ್ಟಣದಲ್ಲಿ ಭಕ್ತಿಪೂರ್ವಕವಾಗಿ ಆಚರಿಸಲಾಯಿತು. ಶ್ರೀಗಳ ಭಾವಚಿತ್ರಕ್ಕೆ ಪುಷ್ಪನಮನ ಸಲ್ಲಿಸಿ, ದಾಸೋಹ ದಿನವಾಗಿ ಆಚರಿಸಲಾಯಿತು. ಅನ್ನ, ಅಕ್ಷರ ಹಾಗೂ ಆಶ್ರಯ ನೀಡಿದ ಶ್ರೀಗಳ ಸೇವೆ ಅವಿಸ್ಮರಣೀಯ ಎಂದು ಮುಖಂಡರು ಸ್ಮರಿಸಿದರು. ಈ ಸಂದರ್ಭದಲ್ಲಿ ಸಮಾಜದ ಮುಖಂಡರು, ಕಾಂಗ್ರೆಸ್ ಪಕ್ಷದ ಪದಾಧಿಕಾರಿಗಳು ಹಾಗೂ ಭಕ್ತರು ಪಾಲ್ಗೊಂಡಿದ್ದರು.: [405, 415, 953, 691]
article-body: ಕೂಡ್ಲಿಗಿ,ಜ.22: ಬಿಜೆಪಿ ಪಕ್ಷದ ನೂತನ ರಾಷ್ಟ್ರಾಧ್ಯಕ್ಷರಾಗಿ ನಿತಿನ್ ನಬಿನ್ ಅವರು ಆಯ್ಕೆಯಾದ ಹಿನ್ನೆಲೆಯಲ್ಲಿ ಕೂಡ್ಲಿಗಿ ಮಂಡಲದ ವತಿಯಿಂದ ಪಟ್ಟಣದ ಮದಕರಿ ವೃತ್ತದಲ್ಲಿ ಸಿಹಿ ಹಂಚಿ ಪಟಾಕಿ ಸಿಡಿಸಿ ಸಂಭ್ರಮಾಚರಣೆ ಮಾಡಲಾಯಿತು. ಪಕ್ಷವನ್ನು ಸಂಘಟಿಸಿ ಮುಂಬರುವ ಚುನಾವಣೆಗಳಲ್ಲಿ ಗೆಲುವು ಸಾಧಿಸಲು ಶ್ರಮಿಸಬೇಕು ಎಂದು ಮುಖಂಡರು ಕರೆ ನೀಡಿದರು.: [971, 1245, 1512, 1313]
article-body: ಸಿರುಗುಪ್ಪ,ಜ.22: ನಗರದ ತಹಶೀಲ್ದಾರ್ ಕಚೇರಿಯ ಸಭಾಂಗಣದಲ್ಲಿ ತಾಲೂಕು ಆಡಳಿತದ ವತಿಯಿಂದ ನಿಜಶರಣ ಅಂಬಿಗರ ಚೌಡಯ್ಯನವರ 906 ನೇ ಜಯಂತೋತ್ಸವ ಆಚರಿಸಲಾಯಿತು. ಸಮಾಜದ ಮುಖಂಡರು ಭಾವಚಿತ್ರಕ್ಕೆ ಪೂಜೆ ಸಲ್ಲಿಸಿದರು. ಚೌಡಯ್ಯನವರು ನೇರ ನುಡಿಯ ವಚನಕಾರರಾಗಿ ಸಮಾಜದ ಅಂಕುಡೊಂಕುಗಳನ್ನು ತಿದ್ದಲು ಶ್ರಮಿಸಿದರು ಎಂದು ತಹಶೀಲ್ದಾರ್ ಹೇಳಿದರು.: [405, 1014, 953, 1082]
disaster-headline: ವಿಪತ್ತು ಸಂದರ್ಭದಲ್ಲಿ ಮುಂಜಾಗ್ರತಾ ಅರಿವು ಅಗತ್ಯ: [1015, 1411, 1468, 1444]
yoga-text: ಸಂಜೆವಾಣಿ ವಾರ್ತೆ ಬಳ್ಳಾರಿ,ಜ.22: ಯೋಗವು ಮನಸ್ಸು, ದೇಹ ಮತ್ತು ಆತ್ಮವನ್ನು ಸಂಯೋಜಿಸುವ ಪುರಾತನ ಭಾರತೀಯ ಪದ್ಧತಿಯಾಗಿದ್ದು, ದಿನನಿತ್ಯದ ಒತ್ತಡ ನಿರ್ವಹಣೆಗೆ ಸಹಕಾರಿ ಎಂದು ಯೋಗ ತರಬೇತುದಾರರು ಹೇಳಿದರು. ವಿಶ್ವವಿದ್ಯಾಲಯದ ಆವರಣದಲ್ಲಿ ಆಯೋಜಿಸಿದ್ದ ಕಾರ್ಯಾಗಾರದಲ್ಲಿ ಸಿಬ್ಬಂದಿ ಹಾಗೂ ವಿದ್ಯಾರ್ಥಿಗಳಿಗೆ ಪ್ರಾಣಾಯಾಮ, ಧ್ಯಾನ ಕುರಿತು ತರಬೇತಿ ನೀಡಲಾಯಿತು.: [971, 706, 1512, 900]
ambigara-headline: ಅಂಬಿಗರ ಚೌಡಯ್ಯ ಜಯಂತೋತ್ಸವ: [491, 704, 866, 742]
yoga-photo-1: [969, 545, 1238, 702]
library-headline: ಹ್ಯಾಳ್ಯಾ ಗ್ರಾಮದ ಪುಸ್ತಕಗೂಡಿಗೆ ಜಿಪಂ ಉಪಕಾರ್ಯದರ್ಶಿ ಭೇಟಿ: [476, 1165, 882, 1252]
jayanti-photo: [39, 2021, 384, 2145]
article-body: ಕುರುಗೋಡು,ಜ.22: ತಾಲೂಕು ಕಚೇರಿಯಲ್ಲಿ ಜ.21 ರಂದು ಬುಧವಾರ ಶರಣ ಶ್ರೀ ಅಂಬಿಗರ ಚೌಡಯ್ಯನವರ ಜಯಂತಿ ಆಚರಣೆ ಮಾಡಲಾಯಿತು. ತಹಶೀಲ್ದಾರ್ ನರಸಪ್ಪ ಸೇರಿದಂತೆ ಅಧಿಕಾರಿಗಳು, ಸಮಾಜದ ಮುಖಂಡರು ಭಾಗವಹಿಸಿದ್ದರು.: [36, 2167, 388, 2218]
election-notice: [1141, 1950, 1513, 2338]
